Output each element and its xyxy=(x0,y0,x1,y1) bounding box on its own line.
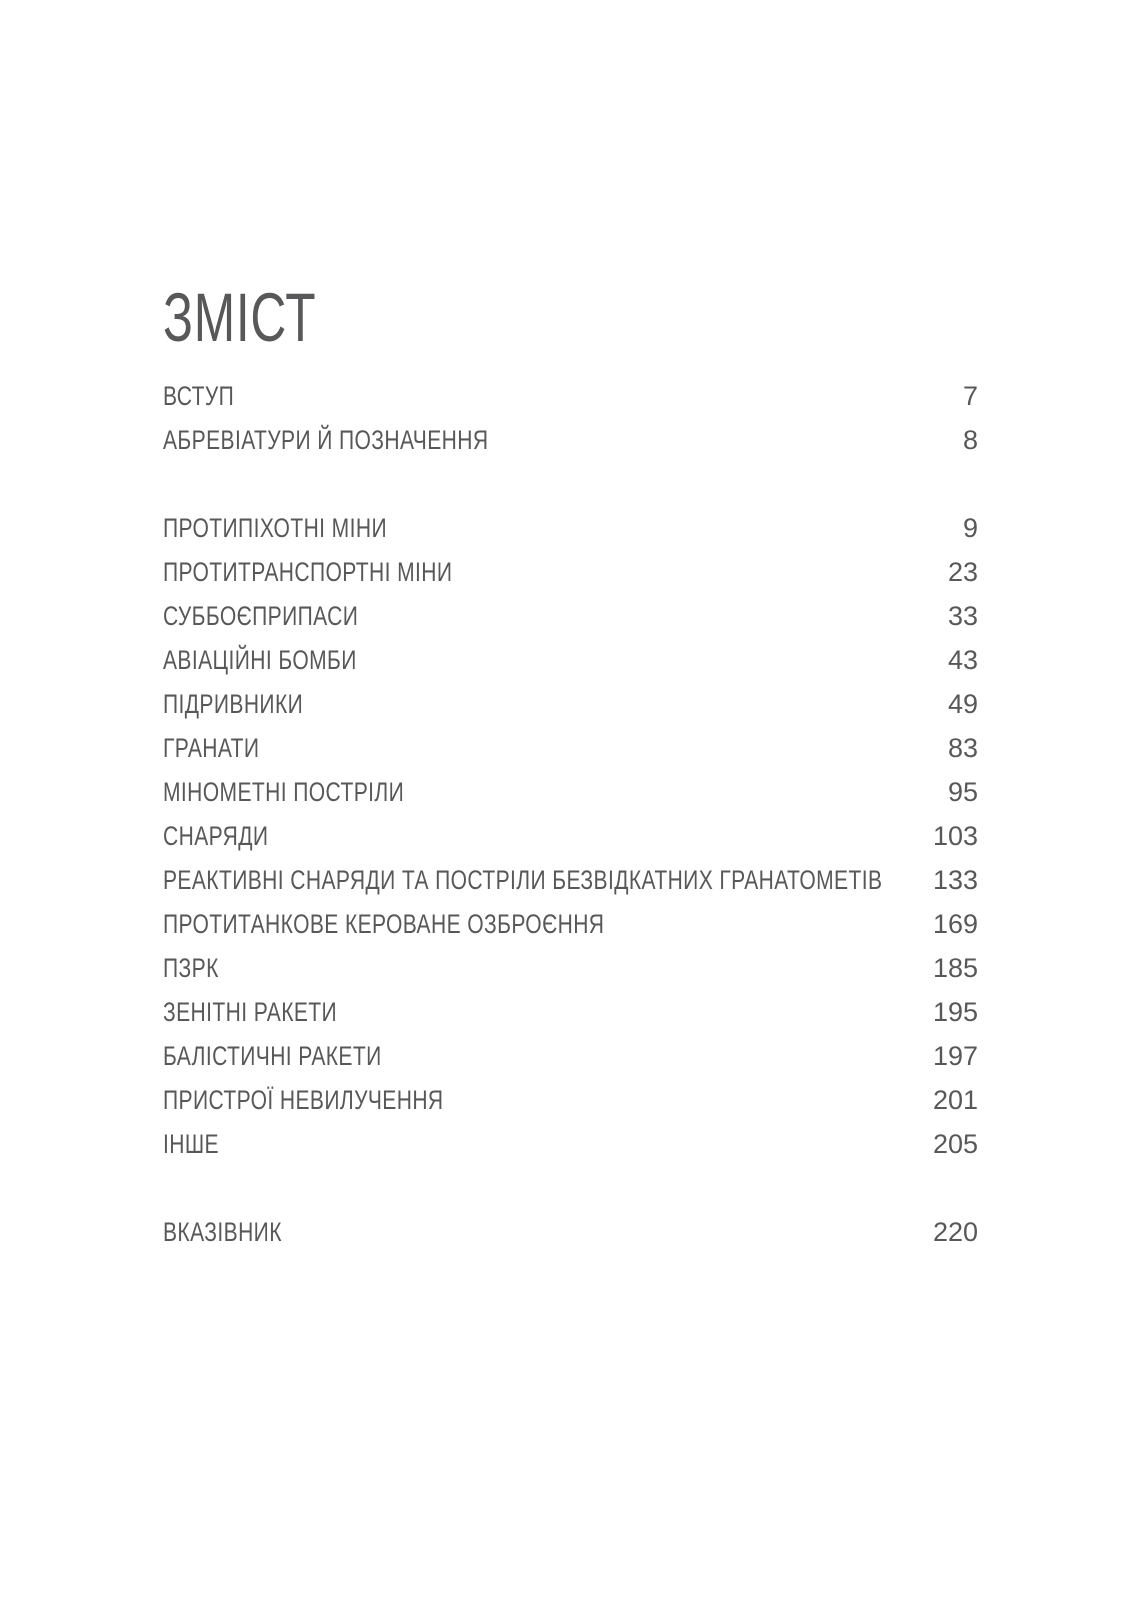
toc-entry-label: ПРИСТРОЇ НЕВИЛУЧЕННЯ xyxy=(163,1085,444,1115)
toc-entry-page: 33 xyxy=(947,601,978,631)
toc-entry xyxy=(163,902,978,946)
toc-entry-page: 103 xyxy=(932,821,978,851)
toc-section xyxy=(163,1210,978,1254)
toc-entry-label: ПЗРК xyxy=(163,953,219,983)
toc-entry xyxy=(163,594,978,638)
toc-entry-label: ПІДРИВНИКИ xyxy=(163,689,304,719)
toc-entry xyxy=(163,858,978,902)
toc-entry xyxy=(163,770,978,814)
toc-entry xyxy=(163,946,978,990)
toc-entry-page: 7 xyxy=(962,381,978,411)
toc-entry-label: ВСТУП xyxy=(163,381,235,411)
toc-entry-label: ГРАНАТИ xyxy=(163,733,260,763)
toc-entry-label: ПРОТИПІХОТНІ МІНИ xyxy=(163,513,387,543)
toc-entry-label: ВКАЗІВНИК xyxy=(163,1217,282,1247)
toc-list xyxy=(163,374,978,1254)
toc-entry-label: ПРОТИТРАНСПОРТНІ МІНИ xyxy=(163,557,453,587)
toc-entry-page: 201 xyxy=(932,1085,978,1115)
toc-entry xyxy=(163,1078,978,1122)
toc-entry-label: СНАРЯДИ xyxy=(163,821,269,851)
toc-entry xyxy=(163,1210,978,1254)
toc-entry xyxy=(163,1034,978,1078)
toc-entry-page: 23 xyxy=(947,557,978,587)
toc-entry-label: АБРЕВІАТУРИ Й ПОЗНАЧЕННЯ xyxy=(163,425,489,455)
toc-entry-page: 49 xyxy=(947,689,978,719)
toc-entry-page: 133 xyxy=(932,865,978,895)
page-title xyxy=(163,279,978,356)
toc-entry-label: АВІАЦІЙНІ БОМБИ xyxy=(163,645,357,675)
toc-entry-label: БАЛІСТИЧНІ РАКЕТИ xyxy=(163,1041,382,1071)
toc-entry-page: 169 xyxy=(932,909,978,939)
toc-entry-label: ПРОТИТАНКОВЕ КЕРОВАНЕ ОЗБРОЄННЯ xyxy=(163,909,605,939)
toc-section xyxy=(163,506,978,1166)
toc-entry-label: СУББОЄПРИПАСИ xyxy=(163,601,359,631)
toc-entry-page: 95 xyxy=(947,777,978,807)
toc-entry xyxy=(163,682,978,726)
toc-entry-label: РЕАКТИВНІ СНАРЯДИ ТА ПОСТРІЛИ БЕЗВІДКАТНИХ ГРАНАТОМЕТІВ xyxy=(163,865,883,895)
toc-entry xyxy=(163,726,978,770)
toc-section xyxy=(163,374,978,462)
toc-entry-page: 9 xyxy=(962,513,978,543)
toc-entry xyxy=(163,418,978,462)
toc-entry xyxy=(163,990,978,1034)
page-title-text: ЗМІСТ xyxy=(163,279,317,356)
toc-entry-page: 195 xyxy=(932,997,978,1027)
toc-entry xyxy=(163,638,978,682)
toc-entry-page: 8 xyxy=(962,425,978,455)
toc-entry-label: МІНОМЕТНІ ПОСТРІЛИ xyxy=(163,777,405,807)
toc-entry xyxy=(163,1122,978,1166)
toc-entry-page: 220 xyxy=(932,1217,978,1247)
toc-entry xyxy=(163,374,978,418)
toc-entry xyxy=(163,506,978,550)
toc-entry-label: ЗЕНІТНІ РАКЕТИ xyxy=(163,997,338,1027)
toc-entry xyxy=(163,550,978,594)
toc-entry-page: 83 xyxy=(947,733,978,763)
toc-entry-page: 197 xyxy=(932,1041,978,1071)
toc-entry-page: 43 xyxy=(947,645,978,675)
toc-entry-page: 185 xyxy=(932,953,978,983)
toc-entry-page: 205 xyxy=(932,1129,978,1159)
toc-entry-label: ІНШЕ xyxy=(163,1129,219,1159)
toc-entry xyxy=(163,814,978,858)
